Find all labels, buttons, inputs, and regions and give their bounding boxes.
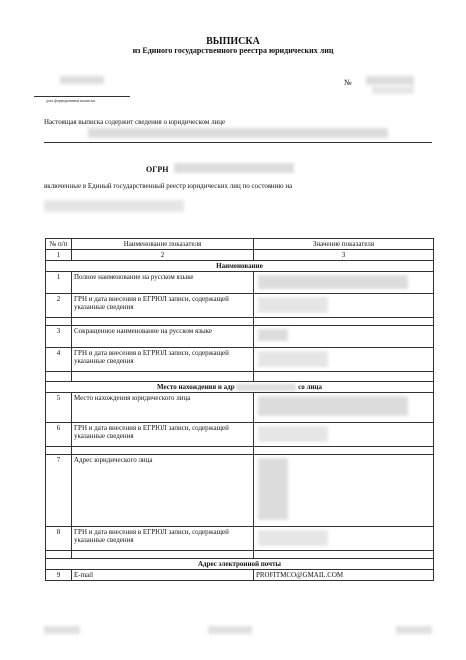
table-row [46, 455, 434, 527]
redacted-date [60, 76, 104, 84]
number-sign: № [344, 78, 352, 87]
row-num: 8 [46, 527, 72, 551]
row-value [254, 272, 434, 294]
data-table [45, 238, 434, 581]
section-location-text: Место нахождения и адр [157, 383, 235, 391]
table-row [46, 348, 434, 372]
col-number-2: 2 [72, 250, 254, 261]
row-num: 3 [46, 326, 72, 348]
row-label: Полное наименование на русском языке [72, 272, 254, 294]
row-label: Место нахождения юридического лица [72, 393, 254, 423]
row-value [254, 326, 434, 348]
intro-line: Настоящая выписка содержит сведения о юридическом лице [44, 118, 226, 126]
row-label: Сокращенное наименование на русском языке [72, 326, 254, 348]
row-label: ГРН и дата внесения в ЕГРЮЛ записи, содержащей указанные сведения [72, 423, 254, 447]
included-line: включенные в Единый государственный реестр юридических лиц по состоянию на [44, 182, 293, 190]
redacted-footer-left [44, 626, 80, 634]
section-row [46, 261, 434, 272]
table-row [46, 527, 434, 551]
row-label: ГРН и дата внесения в ЕГРЮЛ записи, содержащей указанные сведения [72, 294, 254, 318]
redacted-company-name [88, 128, 388, 138]
header-num: № п/п [46, 239, 72, 250]
row-value [254, 423, 434, 447]
row-num: 9 [46, 570, 72, 581]
spacer-row [46, 318, 434, 326]
row-value [254, 348, 434, 372]
ogrn-label: ОГРН [146, 165, 169, 174]
spacer-row [46, 551, 434, 559]
redacted-number [366, 76, 414, 85]
redacted-state-date [44, 200, 184, 212]
section-row [46, 382, 434, 393]
document-subtitle: из Единого государственного реестра юридических лиц [132, 46, 334, 55]
table-row [46, 570, 434, 581]
col-number-3: 3 [254, 250, 434, 261]
redacted-footer-right [396, 626, 432, 634]
row-num: 4 [46, 348, 72, 372]
document-title: ВЫПИСКА [206, 36, 260, 47]
section-location-tail: со лица [298, 383, 322, 391]
row-value [254, 527, 434, 551]
row-value [254, 294, 434, 318]
redacted-ogrn [174, 163, 294, 173]
row-num: 1 [46, 272, 72, 294]
row-value: PROFITMCO@GMAIL.COM [254, 570, 434, 581]
redacted-number-2 [372, 86, 414, 94]
table-row [46, 326, 434, 348]
col-number-1: 1 [46, 250, 72, 261]
section-email: Адрес электронной почты [46, 559, 434, 570]
row-label: Адрес юридического лица [72, 455, 254, 527]
date-caption: дата формирования выписки [46, 98, 95, 103]
section-row [46, 559, 434, 570]
row-num: 2 [46, 294, 72, 318]
section-naming: Наименование [46, 261, 434, 272]
table-number-row [46, 250, 434, 261]
row-num: 5 [46, 393, 72, 423]
row-label: ГРН и дата внесения в ЕГРЮЛ записи, содержащей указанные сведения [72, 348, 254, 372]
table-row [46, 423, 434, 447]
redacted-section-part [236, 384, 296, 391]
row-label: E-mail [72, 570, 254, 581]
row-label: ГРН и дата внесения в ЕГРЮЛ записи, содержащей указанные сведения [72, 527, 254, 551]
table-row [46, 272, 434, 294]
header-name: Наименование показателя [72, 239, 254, 250]
spacer-row [46, 372, 434, 382]
row-num: 7 [46, 455, 72, 527]
redacted-footer-center [208, 626, 252, 634]
table-row [46, 393, 434, 423]
company-name-underline [44, 142, 432, 143]
table-row [46, 294, 434, 318]
date-underline [34, 96, 130, 97]
header-value: Значение показателя [254, 239, 434, 250]
row-value [254, 455, 434, 527]
row-num: 6 [46, 423, 72, 447]
table-header-row [46, 239, 434, 250]
section-location [46, 382, 434, 393]
row-value [254, 393, 434, 423]
spacer-row [46, 447, 434, 455]
